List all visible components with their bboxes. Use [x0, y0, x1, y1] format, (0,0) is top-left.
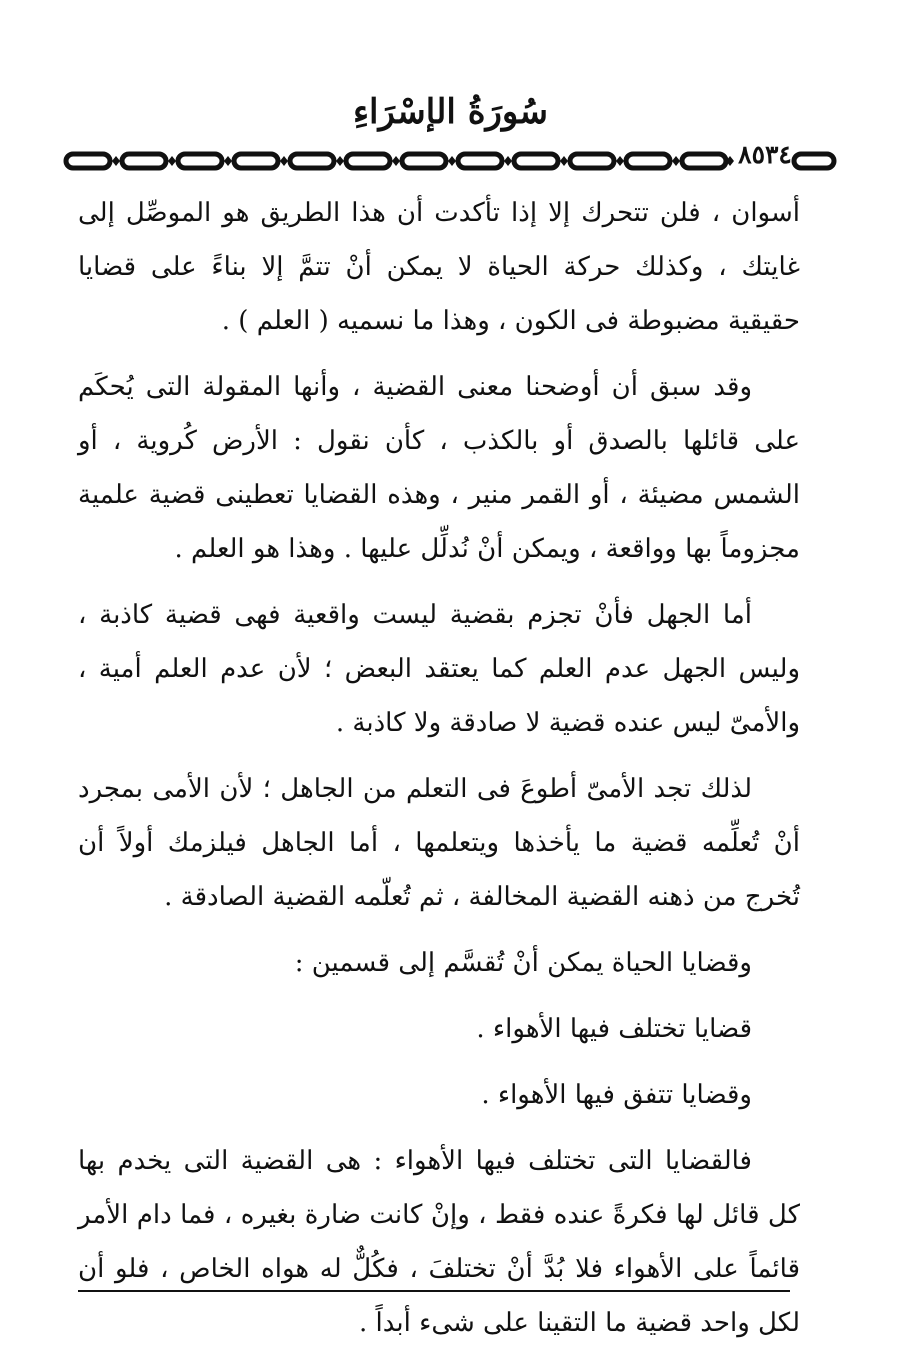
text-line: كل قائل لها فكرةً عنده فقط ، وإنْ كانت ضارة بغيره ، فما دام الأمر — [78, 1200, 800, 1230]
text-line: أما الجهل فأنْ تجزم بقضية ليست واقعية فهى قضية كاذبة ، — [78, 600, 752, 630]
paragraph-1 — [78, 186, 800, 348]
text-line: أسوان ، فلن تتحرك إلا إذا تأكدت أن هذا الطريق هو الموصِّل إلى — [78, 198, 800, 228]
page-number: ٨٥٣٤ — [738, 140, 792, 169]
surah-title: سُورَةُ الإسْرَاءِ — [353, 92, 548, 132]
text-line: تُخرج من ذهنه القضية المخالفة ، ثم تُعلّمه القضية الصادقة . — [164, 882, 800, 912]
text-line: قائماً على الأهواء فلا بُدَّ أنْ تختلفَ ، فكُلٌّ له هواه الخاص ، فلو أن — [78, 1254, 800, 1284]
paragraph-2 — [78, 360, 800, 576]
text-line: وليس الجهل عدم العلم كما يعتقد البعض ؛ لأن عدم العلم أمية ، — [78, 654, 800, 684]
text-line: والأمىّ ليس عنده قضية لا صادقة ولا كاذبة . — [335, 708, 800, 738]
paragraph-final — [78, 1134, 800, 1350]
text-line: وقد سبق أن أوضحنا معنى القضية ، وأنها المقولة التى يُحكَم — [78, 372, 752, 402]
text-line-category-2: وقضايا تتفق فيها الأهواء . — [481, 1080, 752, 1110]
text-line: على قائلها بالصدق أو بالكذب ، كأن نقول : الأرض كُروية ، أو — [78, 426, 800, 456]
paragraph-3 — [78, 588, 800, 750]
text-line: أنْ تُعلِّمه قضية ما يأخذها ويتعلمها ، أما الجاهل فيلزمك أولاً أن — [78, 828, 800, 858]
text-line: حقيقية مضبوطة فى الكون ، وهذا ما نسميه ( العلم ) . — [221, 306, 800, 336]
text-line: الشمس مضيئة ، أو القمر منير ، وهذه القضايا تعطينى قضية علمية — [78, 480, 800, 510]
text-line: غايتك ، وكذلك حركة الحياة لا يمكن أنْ تتمَّ إلا بناءً على قضايا — [78, 252, 800, 282]
text-line-category-1: قضايا تختلف فيها الأهواء . — [476, 1014, 752, 1044]
text-line-division: وقضايا الحياة يمكن أنْ تُقسَّم إلى قسمين : — [294, 948, 752, 978]
page-body-text — [78, 186, 800, 1362]
text-line: فالقضايا التى تختلف فيها الأهواء : هى القضية التى يخدم بها — [78, 1146, 752, 1176]
footer-rule — [78, 1290, 790, 1292]
text-line: لكل واحد قضية ما التقينا على شىء أبداً . — [358, 1308, 800, 1338]
paragraph-4 — [78, 762, 800, 924]
text-line: مجزوماً بها وواقعة ، ويمكن أنْ نُدلِّل عليها . وهذا هو العلم . — [174, 534, 800, 564]
ornamental-chain-border — [60, 146, 840, 176]
text-line: لذلك تجد الأمىّ أطوعَ فى التعلم من الجاهل ؛ لأن الأمى بمجرد — [78, 774, 752, 804]
